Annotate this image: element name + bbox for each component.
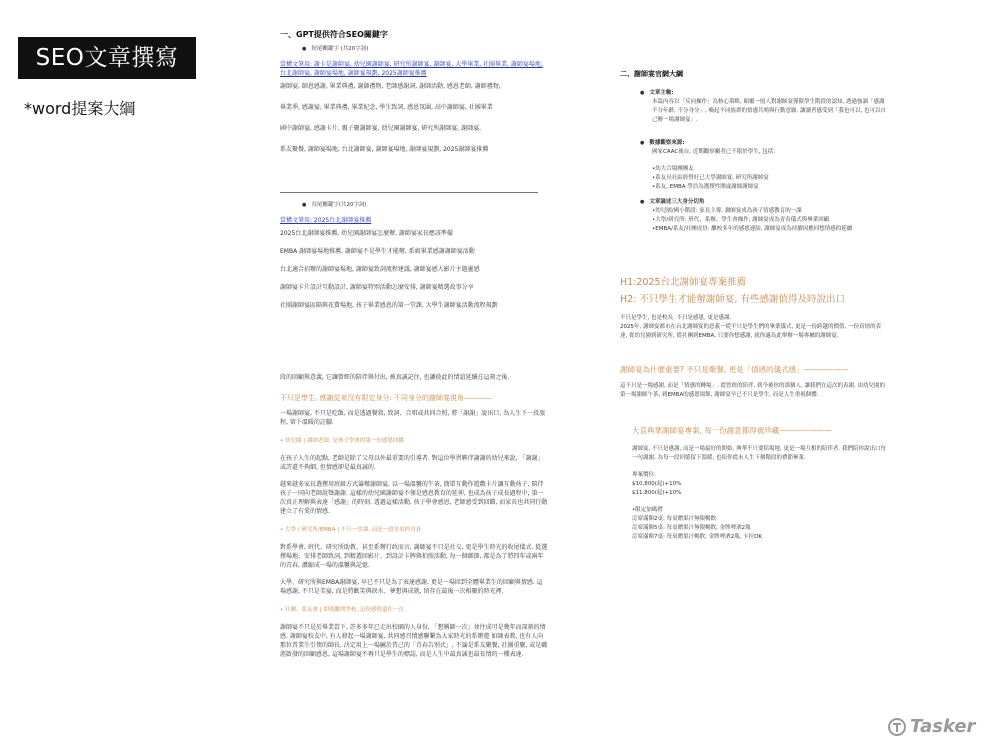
page1-heading: 一、GPT提供符合SEO關鍵字 (280, 30, 388, 39)
body-text: 不只是學生, 也是校長. 不只是感恩, 更是感謝. (620, 315, 732, 321)
document-page-2 (620, 70, 888, 542)
h1-heading: H1:2025台北謝師宴專案推薦 (620, 277, 747, 288)
keyword-line: EMBA 謝師宴場地推薦, 謝師宴不是學生才能辦, 系級畢業感謝謝師宴活動 (280, 248, 475, 255)
bonus-item: 訂席滿額5桌: 每桌贈果汁無限暢飲, 金牌啤酒2瓶 (632, 525, 751, 531)
section-heading: 謝師宴為什麼重要? 不只是聚餐, 更是「情感的儀式感」—————— (620, 365, 849, 374)
body-text: 對系學會, 班代、研究所助教、甚至系辦行政而言, 謝師宴不只是社交, 更是學生時光的收尾儀式. 從選擇場地、安排老師致詞, 到精選回影片、到設計卡牌與拍照活動, 每一個細節, 都是為了將四年或兩年的青春, 濃縮成一場的溫馨與記憶. (280, 544, 548, 569)
price-title: 專案價位: (632, 472, 656, 478)
price-item: $10,800(起)+10% (632, 481, 682, 487)
list-item: •系友長社區經營好已大學謝師宴, 研究所謝師宴 (652, 175, 769, 181)
body-text: 謝師宴不只是於畢業當下, 許多多年已走出校園的人身份, 「想稱師一次」並往成可是幾年而深刻的情感. 謝師宴校友中, 有人發起一場謝師宴, 共同感召情感聯繫為大家時光的系辦遊 如師表教, 也有人向那位昔業生引領的師長, 決定用上一場屬於昔己的「青春告別式」, 不論是系友聚餐, 社團重聚, 或是職涯啟發的回顧感恩, 這場謝師宴不再只是學生的標誌, 而是人生中最真誠也最長情的一種表達. (280, 624, 548, 658)
body-text: 越來越多家長選擇用班級方式籌辦謝師宴, 以一場溫馨的午茶, 簡單互動作遊戲卡片讓互動孩子, 陪伴孩子一同向老師說聲謝謝. 這樣的幼兒園謝師宴不僅是感恩教育的延伸, 也成為孩子成長過程中, 第一次真正理解與表達「感謝」的時刻. 透過這樣活動, 孩子學會感恩, 老師感受到回饋, 而家長也共同行動建立了有愛的情感. (280, 481, 548, 515)
body-text: 本篇內容以「反向操作」為核心策略, 顛覆一般人對謝師宴僅限學生階段的認知, 透過強調「感謝不分年齡, 不分身分」, 喚起不同族群的情感共鳴與行動意願. 讓讀者感受到「我也可以, 也可以自己辦一場謝師宴」. (652, 99, 886, 123)
short-tail-link[interactable]: 當構文筆用: 謝卡是謝師宴, 幼兒園謝師宴, 研究所謝師宴, 謝師宴, 大學畢業, 社團畢業, 謝師宴場地, 台北謝師宴, 謝師宴場地, 謝師宴規劃, 2025謝師宴推薦 (280, 61, 543, 77)
keyword-line: 畢業季, 感謝宴, 畢業典禮, 畢業紀念, 學生致詞, 感恩氛圍, 高中謝師宴, 社團畢業 (280, 104, 493, 111)
body-text: 一場謝師宴, 不只是吃飯, 而是透過餐敘, 致詞、合唱或共同合照, 將「謝謝」說出口, 為人生下一段旅程, 留下溫暖的註腳. (280, 410, 546, 426)
subsection-title: • 幼兒園 | 謝師老師, 是孩子學會的第一份感恩回饋 (280, 438, 404, 444)
body-text: 大學、研究所與EMBA謝師宴, 早已不只是為了表達感謝, 更是一場回到全體畢業生的回顧與情感. 這場感謝, 不只是美宴, 而是將歡笑與淚水、夢想與成就, 留存在最後一次相聚的時光裡. (280, 579, 543, 595)
list-item: •系友, EMBA 學員為選擇性開或謝師謝師宴 (652, 184, 759, 190)
keyword-line: 國中謝師宴, 感謝卡片, 親子聚謝師宴, 幼兒園謝師宴, 研究所謝師宴, 謝師宴, (280, 125, 481, 132)
subsection-title: • 大學 / 研究所/EMBA | 不只一堂課, 而是一段並肩的青春 (280, 527, 422, 533)
price-item: $11,800(起)+10% (632, 490, 682, 496)
bullet-title: ● 數據觀察來源: (640, 139, 888, 148)
keyword-line: 社團謝師宴區隔與花費場地, 孩子畢業感恩的第一堂課, 大學生謝師宴活動流程規劃 (280, 302, 498, 309)
tasker-logo-icon (888, 718, 906, 736)
divider (280, 192, 538, 193)
keyword-line: 2025台北謝師宴推薦, 幼兒園謝師宴怎麼辦, 謝師宴家長應該準備 (280, 230, 453, 237)
short-tail-label: ● 短尾關鍵字 (共20字詞) (302, 45, 548, 54)
section-heading: 大直典華謝師宴專案, 每一份謝意都得被珍藏——————— (632, 426, 832, 435)
brand-logo (888, 716, 975, 737)
brand-name: Tasker (910, 716, 976, 737)
keyword-line: 謝師宴, 師恩感謝, 畢業典禮, 謝師禮物, 老師感謝詞, 謝師活動, 感恩老師, 謝師禮物, (280, 83, 501, 90)
body-text: 在孩子人生的起點, 老師是除了父母以外最重要的引導者. 對這位學習夥伴謝謝的幼兒來說, 「謝謝」或許還不夠細, 但情感卻是最真誠的. (280, 455, 544, 471)
bonus-item: 訂席滿額2桌: 每桌贈果汁無限暢飲 (632, 516, 717, 522)
body-text: 國家CAAC後台, 近期觀察關者已不限於學生, 包括: (652, 149, 776, 155)
slide-title: SEO文章撰寫 (18, 37, 196, 79)
body-text: 2025年, 謝師宴都市在台北謝師宴的意義一從不只是學生們的畢業儀式, 更是一份跨越的價值, 一份真情的表達, 從幼兒園到研究所, 從社團到EMBA, 只要你想感謝, 就你適為此舉辦一場專屬的謝師宴. (620, 324, 881, 339)
section-heading: 不只是學生, 感謝從來沒有限定身分: 不同身分的謝師宴視角———— (280, 394, 493, 402)
keyword-line: 系友聚餐, 謝師宴場地, 台北謝師宴, 謝師宴場地, 謝師宴規劃, 2025謝師宴推薦 (280, 146, 489, 153)
long-tail-label: ● 長尾關鍵字(共20字詞) (302, 201, 548, 210)
bonus-title: •限定加碼禮 (632, 507, 663, 513)
keyword-line: 台北適合招辦的謝師宴場地, 謝師宴致詞流程建議, 謝師宴感人影片主題靈感 (280, 266, 480, 273)
list-item: •幼兒園/國小階段: 家長主導, 謝師宴成為孩子情感教育的一課 (652, 208, 802, 214)
subsection-title: • 社團、系友會 | 即使離開學校, 這份感情還在一次 (280, 607, 404, 613)
body-text: 段的回顧與意義, 它讓曾經的陪伴與付出, 被真誠記住, 也讓彼此的情誼延續在這刻之後. (280, 374, 510, 381)
page2-heading: 二、謝師宴官網大綱 (620, 70, 683, 78)
bonus-item: 訂席滿額7桌: 每桌贈果汁暢飲, 金牌啤酒2瓶, 卡拉OK (632, 534, 763, 540)
slide-subtitle: *word提案大綱 (24, 99, 136, 118)
bullet-title: ● 文章論述三大身分切角 (640, 198, 888, 207)
h2-heading: H2: 不只學生才能辦謝師宴, 有些感謝值得及時說出口 (620, 294, 845, 305)
bullet-title: ● 文章主軸: (640, 89, 888, 98)
list-item: •大學/研究所: 班代、系辦、學生會操作, 謝師宴成為青春儀式與畢業回顧 (652, 217, 830, 223)
body-text: 謝師宴, 不只是感謝, 而是一場最好的開始, 典華不只要陪場地, 更是一場互相的陪伴者. 我們陪你說出口每一句謝謝, 為每一段回憶留下溫暖, 也陪你從未人生下個階段的禮節畢業. (632, 446, 886, 461)
keyword-line: 謝師宴卡片設計互動設計, 謝師宴特別活動怎麼安排, 謝師宴精選故事分享 (280, 284, 474, 291)
list-item: •EMBA/系友/社團成員: 離校多年的感恩連結, 謝師宴成為持續因應回想情感的延續 (652, 226, 853, 232)
document-page-1 (280, 30, 548, 667)
body-text: 這不只是一場感謝, 而是「情感的轉場」. 從曾經的陪伴, 到今後你的那個人, 讓我們在這次的表謝, 由幼兒園的第一場謝師午茶, 到EMBA的感恩場館, 謝師宴早已不只是學生, 而是人生重視個體. (620, 383, 885, 398)
long-tail-link[interactable]: 當構文筆用: 2025台北謝師宴推薦 (280, 217, 372, 224)
list-item: •幼大合場團團友 (652, 166, 694, 172)
